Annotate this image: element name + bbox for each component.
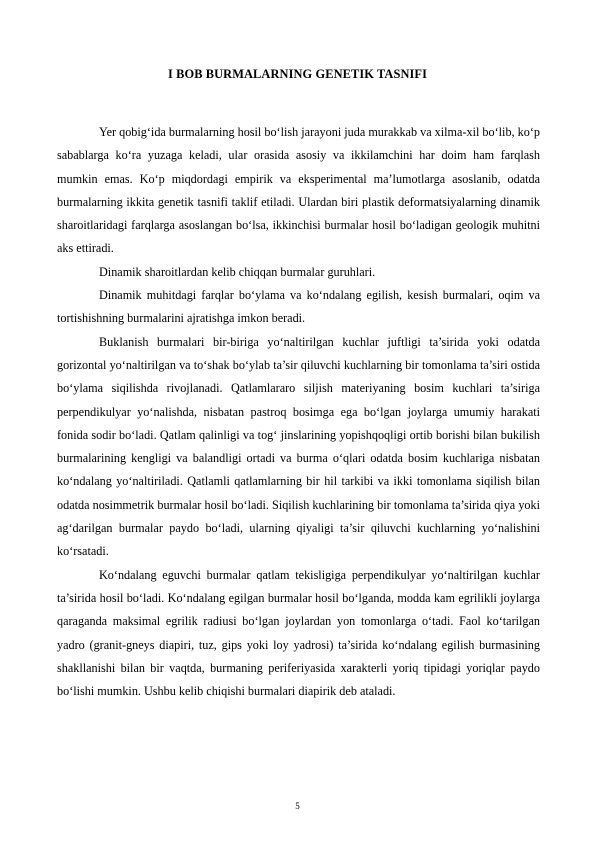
body-text bbox=[57, 121, 540, 703]
paragraph: Yer qobig‘ida burmalarning hosil bo‘lish jarayoni juda murakkab va xilma-xil bo‘lib, ko‘p sabablarga ko‘ra yuzaga keladi, ular orasida asosiy va ikkilamchini har doim ham farqlash mumkin emas. Ko‘p miqdordagi empirik va eksperimental ma’lumotlarga asoslanib, odatda burmalarning ikkita genetik tasnifi taklif etiladi. Ulardan biri plastik deformatsiyalarning dinamik sharoitlaridagi farqlarga asoslangan bo‘lsa, ikkinchisi burmalar hosil bo‘ladigan geologik muhitni aks ettiradi. bbox=[57, 125, 540, 256]
paragraph: Buklanish burmalari bir-biriga yo‘naltirilgan kuchlar juftligi ta’sirida yoki odatda gorizontal yo‘naltirilgan va to‘shak bo‘ylab ta’sir qiluvchi kuchlarning bir tomonlama ta’siri ostida bo‘ylama siqilishda rivojlanadi. Qatlamlararo siljish materiyaning bosim kuchlari ta’siriga perpendikulyar yo‘nalishda, nisbatan pastroq bosimga ega bo‘lgan joylarga umumiy harakati fonida sodir bo‘ladi. Qatlam qalinligi va tog‘ jinslarining yopishqoqligi ortib borishi bilan bukilish burmalarining kengligi va balandligi ortadi va burma o‘qlari odatda bosim kuchlariga nisbatan ko‘ndalang yo‘naltiriladi. Qatlamli qatlamlarning bir hil tarkibi va ikki tomonlama siqilish bilan odatda nosimmetrik burmalar hosil bo‘ladi. Siqilish kuchlarining bir tomonlama ta’sirida qiya yoki ag‘darilgan burmalar paydo bo‘ladi, ularning qiyaligi ta’sir qiluvchi kuchlarning yo‘nalishini ko‘rsatadi. bbox=[57, 334, 540, 559]
paragraph: Dinamik sharoitlardan kelib chiqqan burmalar guruhlari. bbox=[99, 264, 376, 279]
chapter-title: I BOB BURMALARNING GENETIK TASNIFI bbox=[167, 67, 428, 81]
paragraph: Dinamik muhitdagi farqlar bo‘ylama va ko‘ndalang egilish, kesish burmalari, oqim va tortishishning burmalarini ajratishga imkon beradi. bbox=[57, 288, 540, 326]
paragraph: Ko‘ndalang eguvchi burmalar qatlam tekisligiga perpendikulyar yo‘naltirilgan kuchlar ta’sirida hosil bo‘ladi. Ko‘ndalang egilgan burmalar hosil bo‘lganda, modda kam egrilikli joylarga qaraganda maksimal egrilik radiusi bo‘lgan joylardan yon tomonlarga o‘tadi. Faol ko‘tarilgan yadro (granit-gneys diapiri, tuz, gips yoki loy yadrosi) ta’sirida ko‘ndalang egilish burmasining shakllanishi bilan bir vaqtda, burmaning periferiyasida xarakterli yoriq tipidagi yoriqlar paydo bo‘lishi mumkin. Ushbu kelib chiqishi burmalari diapirik deb ataladi. bbox=[57, 567, 540, 699]
page-number: 5 bbox=[295, 801, 300, 811]
